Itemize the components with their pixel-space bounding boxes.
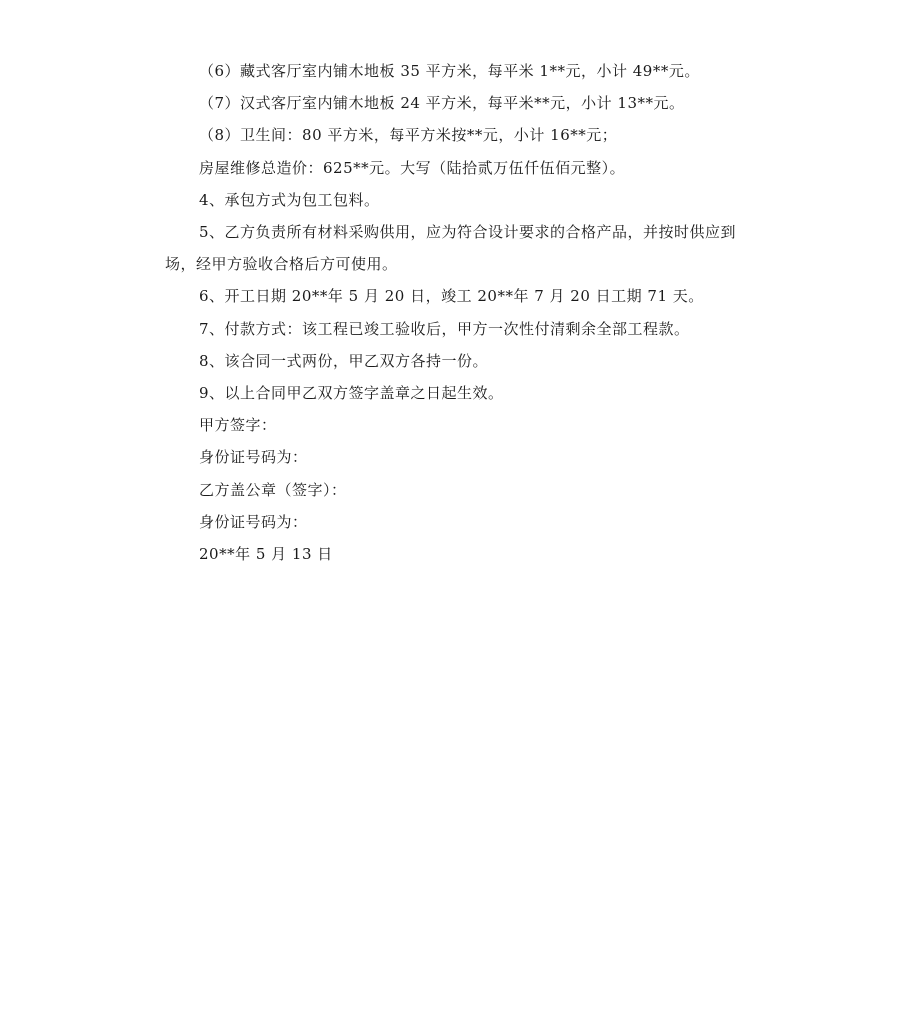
clause-payment: 7、付款方式：该工程已竣工验收后，甲方一次性付清剩余全部工程款。 (199, 319, 690, 338)
party-a-id-number: 身份证号码为： (199, 448, 308, 467)
clause-contracting-method: 4、承包方式为包工包料。 (199, 190, 380, 209)
item-bathroom: （8）卫生间：80 平方米，每平方米按**元，小计 16**元； (199, 126, 618, 145)
clause-schedule: 6、开工日期 20**年 5 月 20 日，竣工 20**年 7 月 20 日工期 71 天。 (199, 287, 704, 306)
item-living-room-tibetan-flooring: （6）藏式客厅室内铺木地板 35 平方米，每平米 1**元，小计 49**元。 (199, 62, 700, 80)
total-cost: 房屋维修总造价：625**元。大写（陆拾贰万伍仟伍佰元整）。 (199, 158, 626, 177)
party-b-seal-signature: 乙方盖公章（签字）： (199, 480, 347, 499)
clause-effective: 9、以上合同甲乙双方签字盖章之日起生效。 (199, 384, 504, 403)
signing-date: 20**年 5 月 13 日 (199, 545, 333, 564)
clause-materials: 5、乙方负责所有材料采购供用，应为符合设计要求的合格产品，并按时供应到场，经甲方验收合格后方可使用。 (165, 223, 737, 274)
item-living-room-han-flooring: （7）汉式客厅室内铺木地板 24 平方米，每平米**元，小计 13**元。 (199, 94, 685, 113)
document-body (165, 55, 760, 570)
party-b-id-number: 身份证号码为： (199, 512, 308, 531)
party-a-signature: 甲方签字： (199, 416, 277, 435)
clause-copies: 8、该合同一式两份，甲乙双方各持一份。 (199, 351, 489, 370)
